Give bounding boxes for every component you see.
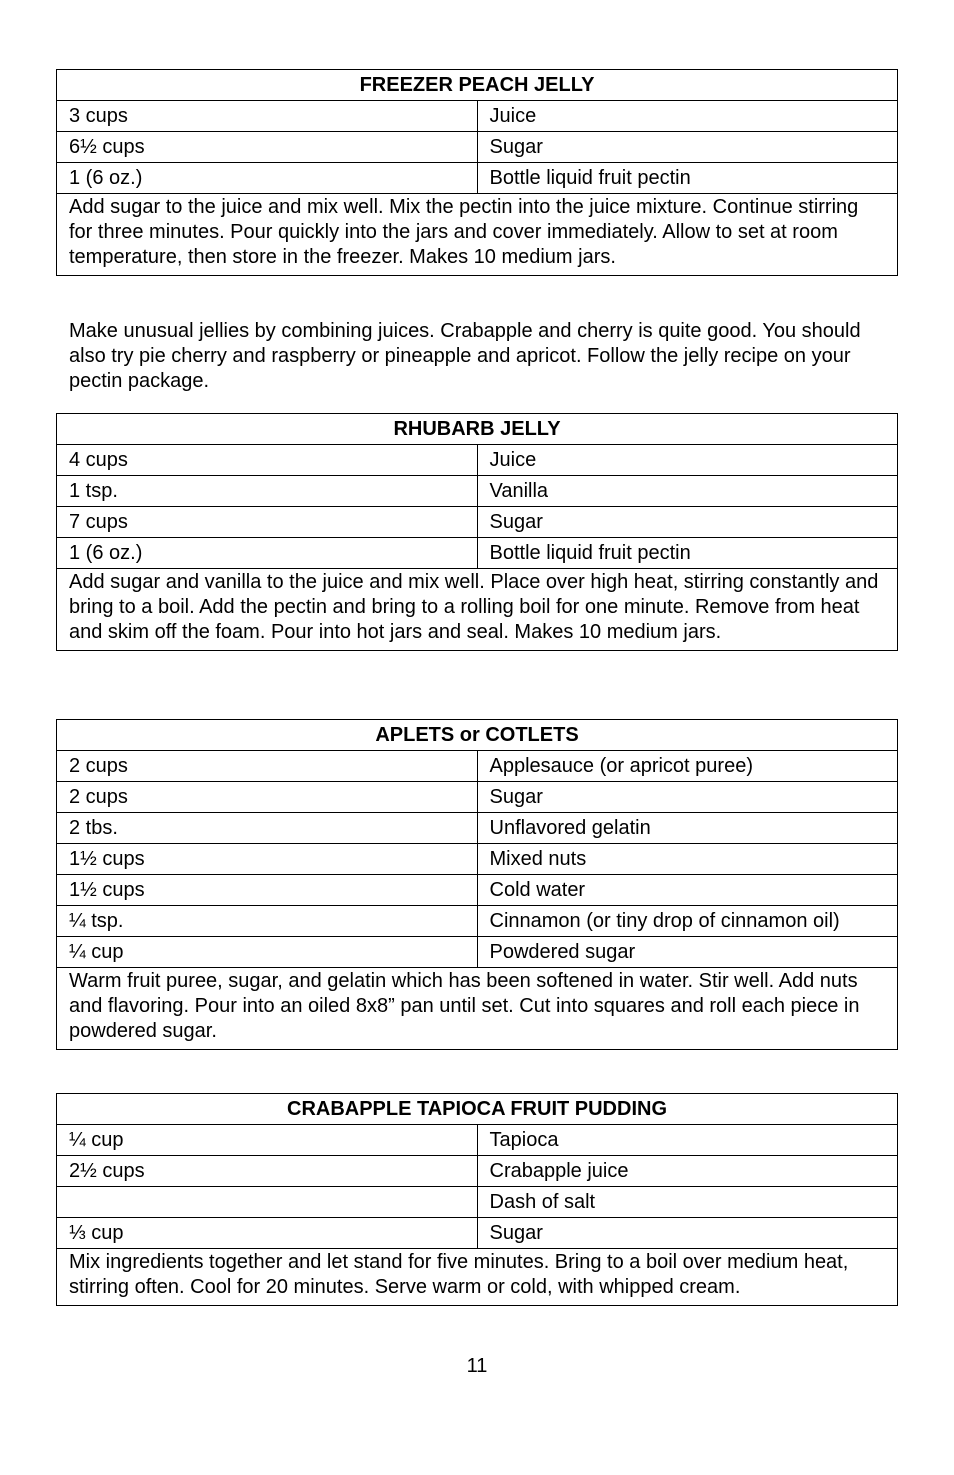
ingredient-row — [57, 937, 898, 968]
recipe-instructions: Add sugar and vanilla to the juice and mix well. Place over high heat, stirring constantly and bring to a boil. Add the pectin and bring to a rolling boil for one minute. Remove from heat and skim off the foam. Pour into hot jars and seal. Makes 10 medium jars. — [57, 569, 898, 651]
ingredient-row — [57, 906, 898, 937]
ingredient-name: Dash of salt — [477, 1187, 898, 1218]
ingredient-row — [57, 101, 898, 132]
ingredient-row — [57, 538, 898, 569]
ingredient-row — [57, 507, 898, 538]
page-number: 11 — [466, 1355, 488, 1377]
ingredient-row — [57, 163, 898, 194]
ingredient-quantity: 1½ cups — [57, 844, 478, 875]
recipe-table-rhubarb-jelly — [56, 413, 898, 651]
ingredient-name: Mixed nuts — [477, 844, 898, 875]
ingredient-quantity: ¼ tsp. — [57, 906, 478, 937]
ingredient-row — [57, 1187, 898, 1218]
ingredient-row — [57, 844, 898, 875]
ingredient-name: Applesauce (or apricot puree) — [477, 751, 898, 782]
recipe-instructions: Add sugar to the juice and mix well. Mix the pectin into the juice mixture. Continue stirring for three minutes. Pour quickly into the jars and cover immediately. Allow to set at room temperature, then store in the freezer. Makes 10 medium jars. — [57, 194, 898, 276]
ingredient-name: Bottle liquid fruit pectin — [477, 163, 898, 194]
ingredient-quantity: ⅓ cup — [57, 1218, 478, 1249]
ingredient-row — [57, 751, 898, 782]
ingredient-name: Sugar — [477, 1218, 898, 1249]
ingredient-name: Sugar — [477, 507, 898, 538]
ingredient-row — [57, 875, 898, 906]
ingredient-name: Unflavored gelatin — [477, 813, 898, 844]
recipe-title: RHUBARB JELLY — [57, 414, 898, 445]
ingredient-quantity: 2 cups — [57, 751, 478, 782]
ingredient-quantity: 2½ cups — [57, 1156, 478, 1187]
ingredient-quantity: 7 cups — [57, 507, 478, 538]
ingredient-quantity — [57, 1187, 478, 1218]
ingredient-quantity: ¼ cup — [57, 1125, 478, 1156]
ingredient-quantity: 1 (6 oz.) — [57, 163, 478, 194]
recipe-title: APLETS or COTLETS — [57, 720, 898, 751]
combining-juices-note: Make unusual jellies by combining juices. Crabapple and cherry is quite good. You should also try pie cherry and raspberry or pineapple and apricot. Follow the jelly recipe on your pectin package. — [69, 320, 861, 392]
ingredient-quantity: 1½ cups — [57, 875, 478, 906]
recipe-instructions: Warm fruit puree, sugar, and gelatin which has been softened in water. Stir well. Add nuts and flavoring. Pour into an oiled 8x8” pan until set. Cut into squares and roll each piece in powdered sugar. — [57, 968, 898, 1050]
ingredient-name: Cold water — [477, 875, 898, 906]
ingredient-quantity: 3 cups — [57, 101, 478, 132]
ingredient-quantity: 4 cups — [57, 445, 478, 476]
ingredient-quantity: 1 (6 oz.) — [57, 538, 478, 569]
ingredient-row — [57, 476, 898, 507]
ingredient-quantity: 1 tsp. — [57, 476, 478, 507]
ingredient-row — [57, 1156, 898, 1187]
ingredient-name: Juice — [477, 445, 898, 476]
ingredient-row — [57, 813, 898, 844]
ingredient-name: Powdered sugar — [477, 937, 898, 968]
ingredient-name: Tapioca — [477, 1125, 898, 1156]
ingredient-quantity: 2 cups — [57, 782, 478, 813]
ingredient-name: Sugar — [477, 782, 898, 813]
ingredient-quantity: ¼ cup — [57, 937, 478, 968]
ingredient-name: Cinnamon (or tiny drop of cinnamon oil) — [477, 906, 898, 937]
ingredient-quantity: 6½ cups — [57, 132, 478, 163]
ingredient-row — [57, 445, 898, 476]
ingredient-row — [57, 132, 898, 163]
ingredient-quantity: 2 tbs. — [57, 813, 478, 844]
ingredient-name: Crabapple juice — [477, 1156, 898, 1187]
recipe-table-freezer-peach-jelly — [56, 69, 898, 276]
recipe-title: CRABAPPLE TAPIOCA FRUIT PUDDING — [57, 1094, 898, 1125]
recipe-title: FREEZER PEACH JELLY — [57, 70, 898, 101]
ingredient-name: Juice — [477, 101, 898, 132]
ingredient-name: Vanilla — [477, 476, 898, 507]
recipe-instructions: Mix ingredients together and let stand for five minutes. Bring to a boil over medium heat, stirring often. Cool for 20 minutes. Serve warm or cold, with whipped cream. — [57, 1249, 898, 1306]
ingredient-name: Bottle liquid fruit pectin — [477, 538, 898, 569]
ingredient-row — [57, 1218, 898, 1249]
ingredient-name: Sugar — [477, 132, 898, 163]
recipe-table-aplets-or-cotlets — [56, 719, 898, 1050]
ingredient-row — [57, 782, 898, 813]
ingredient-row — [57, 1125, 898, 1156]
recipe-table-crabapple-tapioca-fruit-pudding — [56, 1093, 898, 1306]
